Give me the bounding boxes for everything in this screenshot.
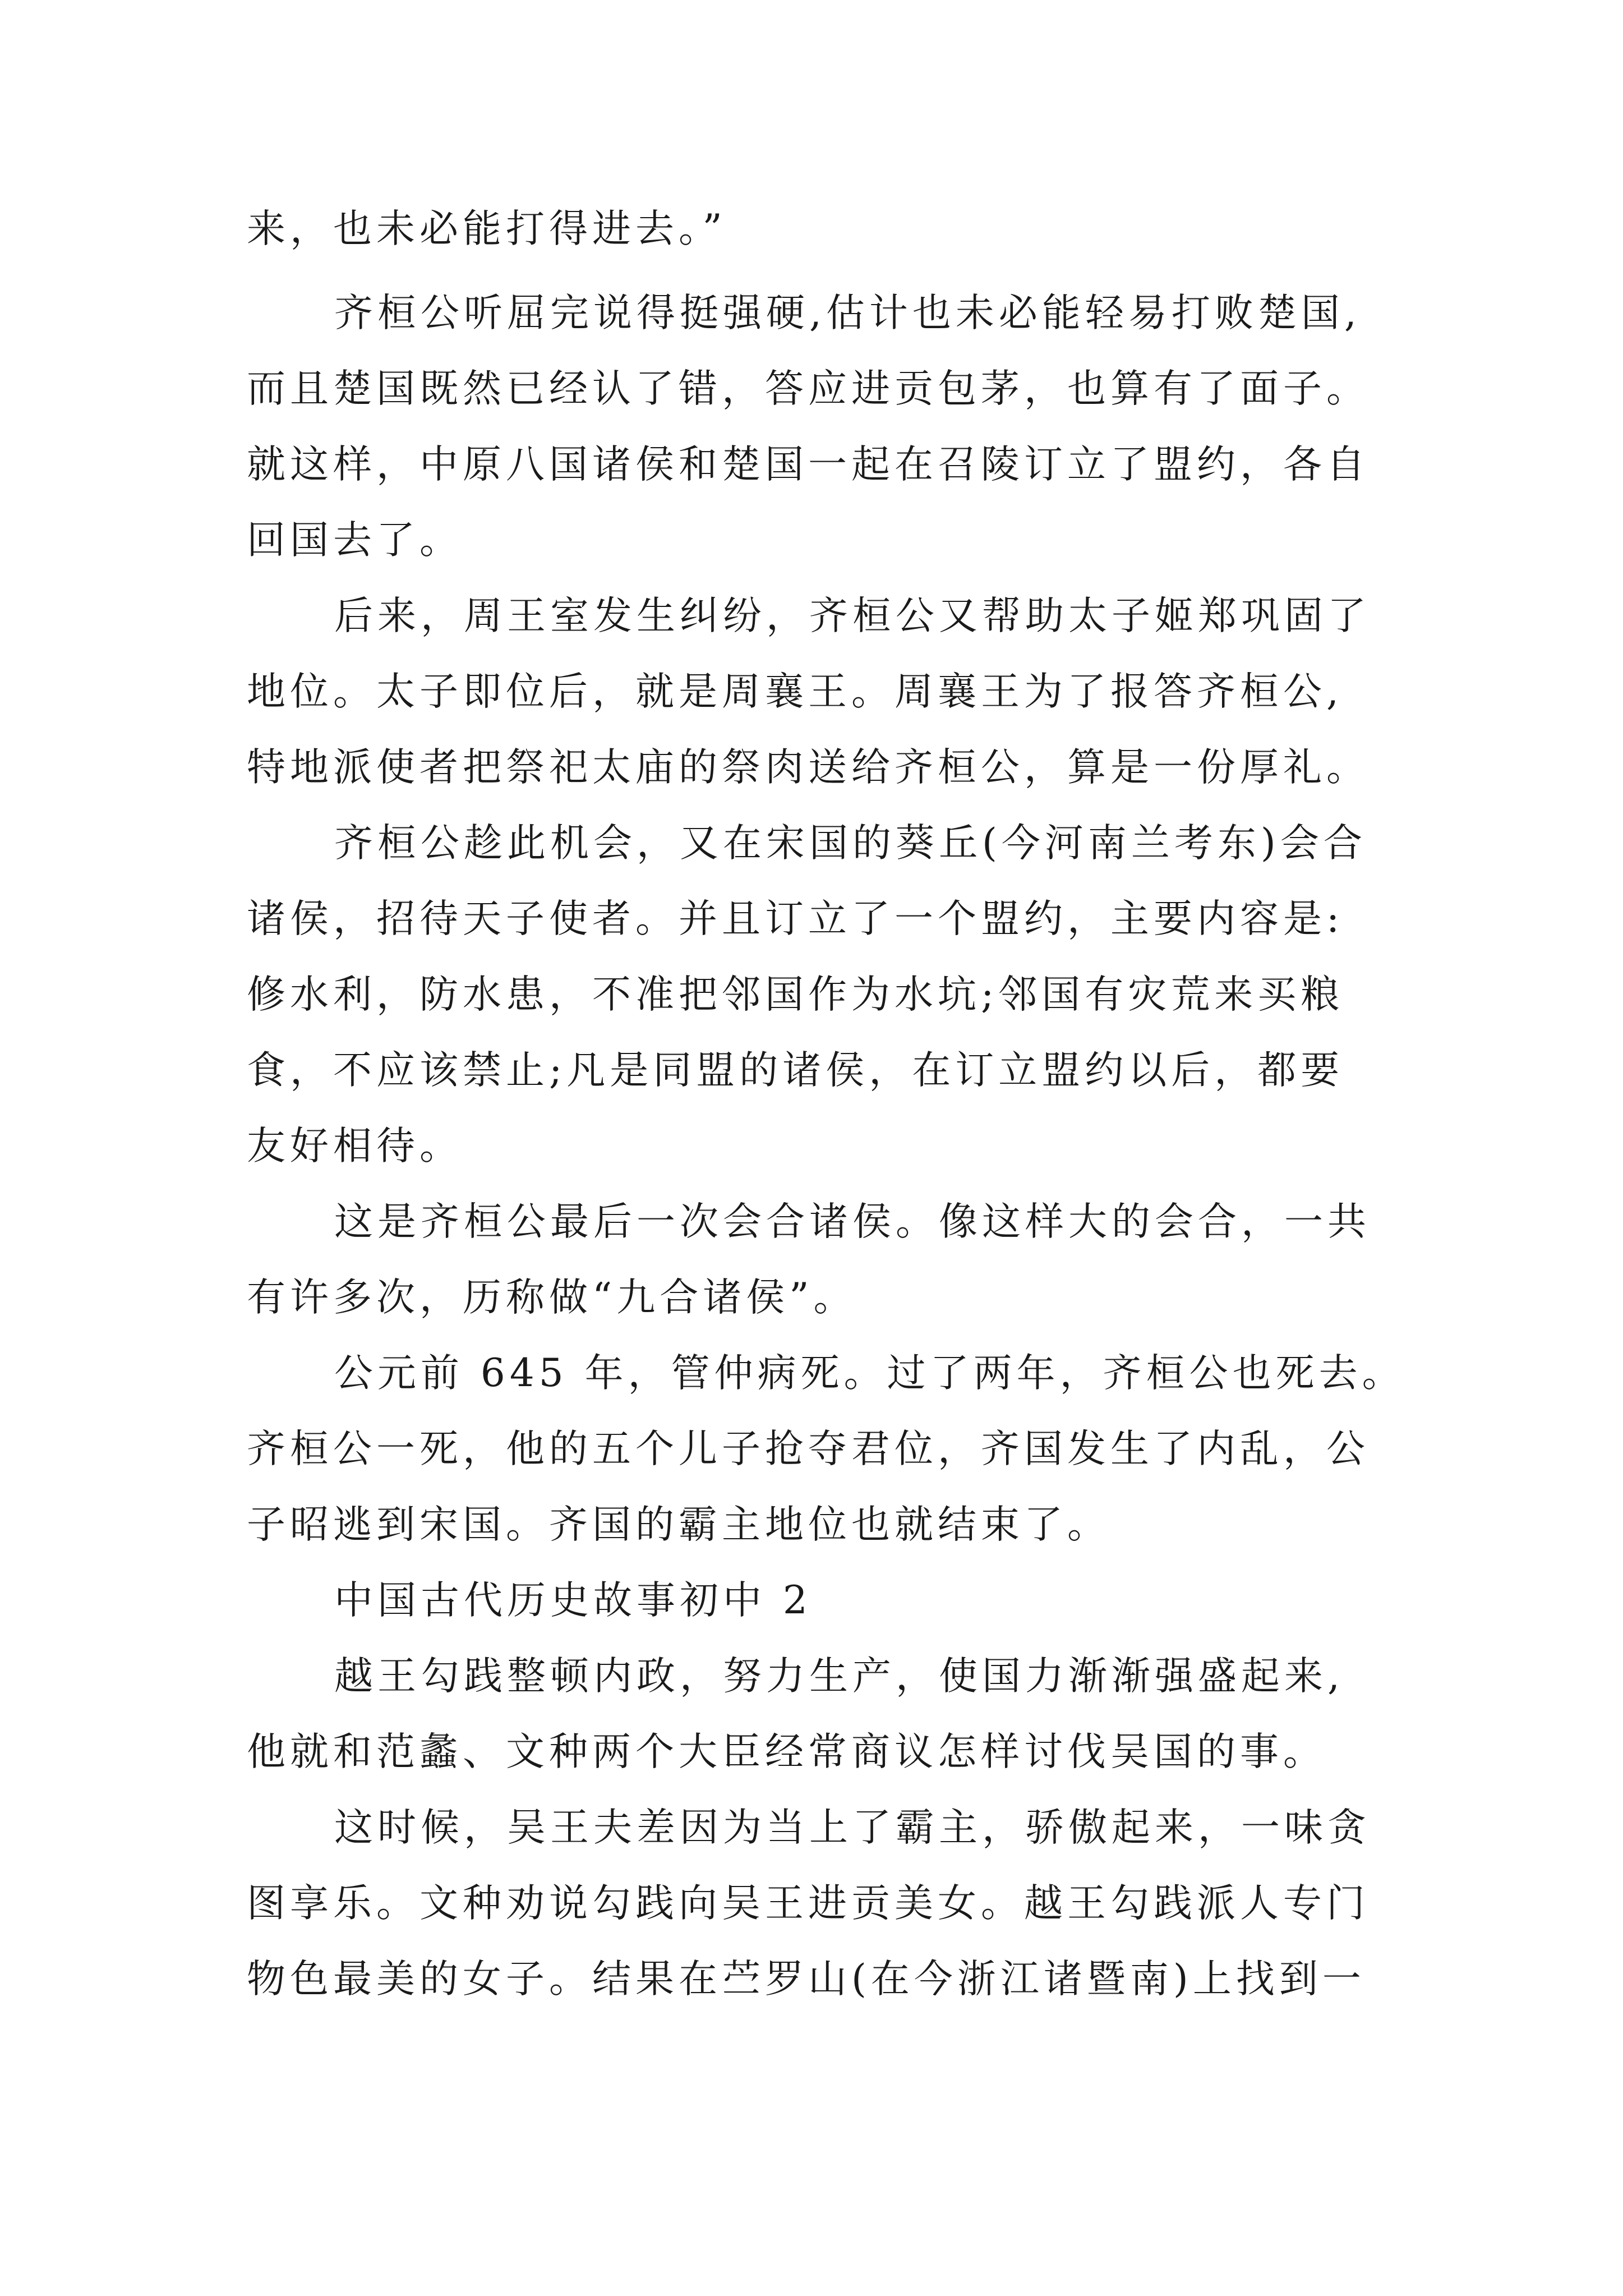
text-line: 友好相待。 bbox=[247, 1124, 463, 1168]
text-line: 特地派使者把祭祀太庙的祭肉送给齐桓公，算是一份厚礼。 bbox=[247, 745, 1370, 790]
text-line: 这是齐桓公最后一次会合诸侯。像这样大的会合，一共 bbox=[334, 1199, 1371, 1244]
text-line: 齐桓公趁此机会，又在宋国的葵丘(今河南兰考东)会合 bbox=[334, 821, 1367, 866]
text-line: 齐桓公听屈完说得挺强硬,估计也未必能轻易打败楚国, bbox=[334, 291, 1361, 335]
text-line: 越王勾践整顿内政，努力生产，使国力渐渐强盛起来, bbox=[334, 1654, 1344, 1699]
text-line: 这时候，吴王夫差因为当上了霸主，骄傲起来，一味贪 bbox=[334, 1805, 1371, 1850]
text-line: 来，也未必能打得进去。” bbox=[247, 206, 727, 251]
text-line: 修水利，防水患，不准把邻国作为水坑;邻国有灾荒来买粮 bbox=[247, 972, 1344, 1017]
text-line: 有许多次，历称做“九合诸侯”。 bbox=[247, 1275, 857, 1320]
text-line: 他就和范蠡、文种两个大臣经常商议怎样讨伐吴国的事。 bbox=[247, 1729, 1326, 1774]
text-line: 地位。太子即位后，就是周襄王。周襄王为了报答齐桓公, bbox=[247, 669, 1343, 714]
text-line: 子昭逃到宋国。齐国的霸主地位也就结束了。 bbox=[247, 1502, 1110, 1547]
text-line: 公元前 645 年，管仲病死。过了两年，齐桓公也死去。 bbox=[334, 1351, 1405, 1396]
text-line: 图享乐。文种劝说勾践向吴王进贡美女。越王勾践派人专门 bbox=[247, 1881, 1370, 1926]
text-line: 食，不应该禁止;凡是同盟的诸侯，在订立盟约以后，都要 bbox=[247, 1048, 1344, 1093]
text-line: 就这样，中原八国诸侯和楚国一起在召陵订立了盟约，各自 bbox=[247, 442, 1370, 487]
text-line: 齐桓公一死，他的五个儿子抢夺君位，齐国发生了内乱，公 bbox=[247, 1427, 1370, 1471]
section-heading: 中国古代历史故事初中 2 bbox=[334, 1578, 812, 1623]
text-line: 回国去了。 bbox=[247, 518, 463, 563]
text-line: 诸侯，招待天子使者。并且订立了一个盟约，主要内容是: bbox=[247, 896, 1344, 941]
text-line: 后来，周王室发生纠纷，齐桓公又帮助太子姬郑巩固了 bbox=[334, 593, 1371, 638]
text-line: 而且楚国既然已经认了错，答应进贡包茅，也算有了面子。 bbox=[247, 366, 1370, 411]
text-line: 物色最美的女子。结果在苎罗山(在今浙江诸暨南)上找到一 bbox=[247, 1957, 1366, 2001]
